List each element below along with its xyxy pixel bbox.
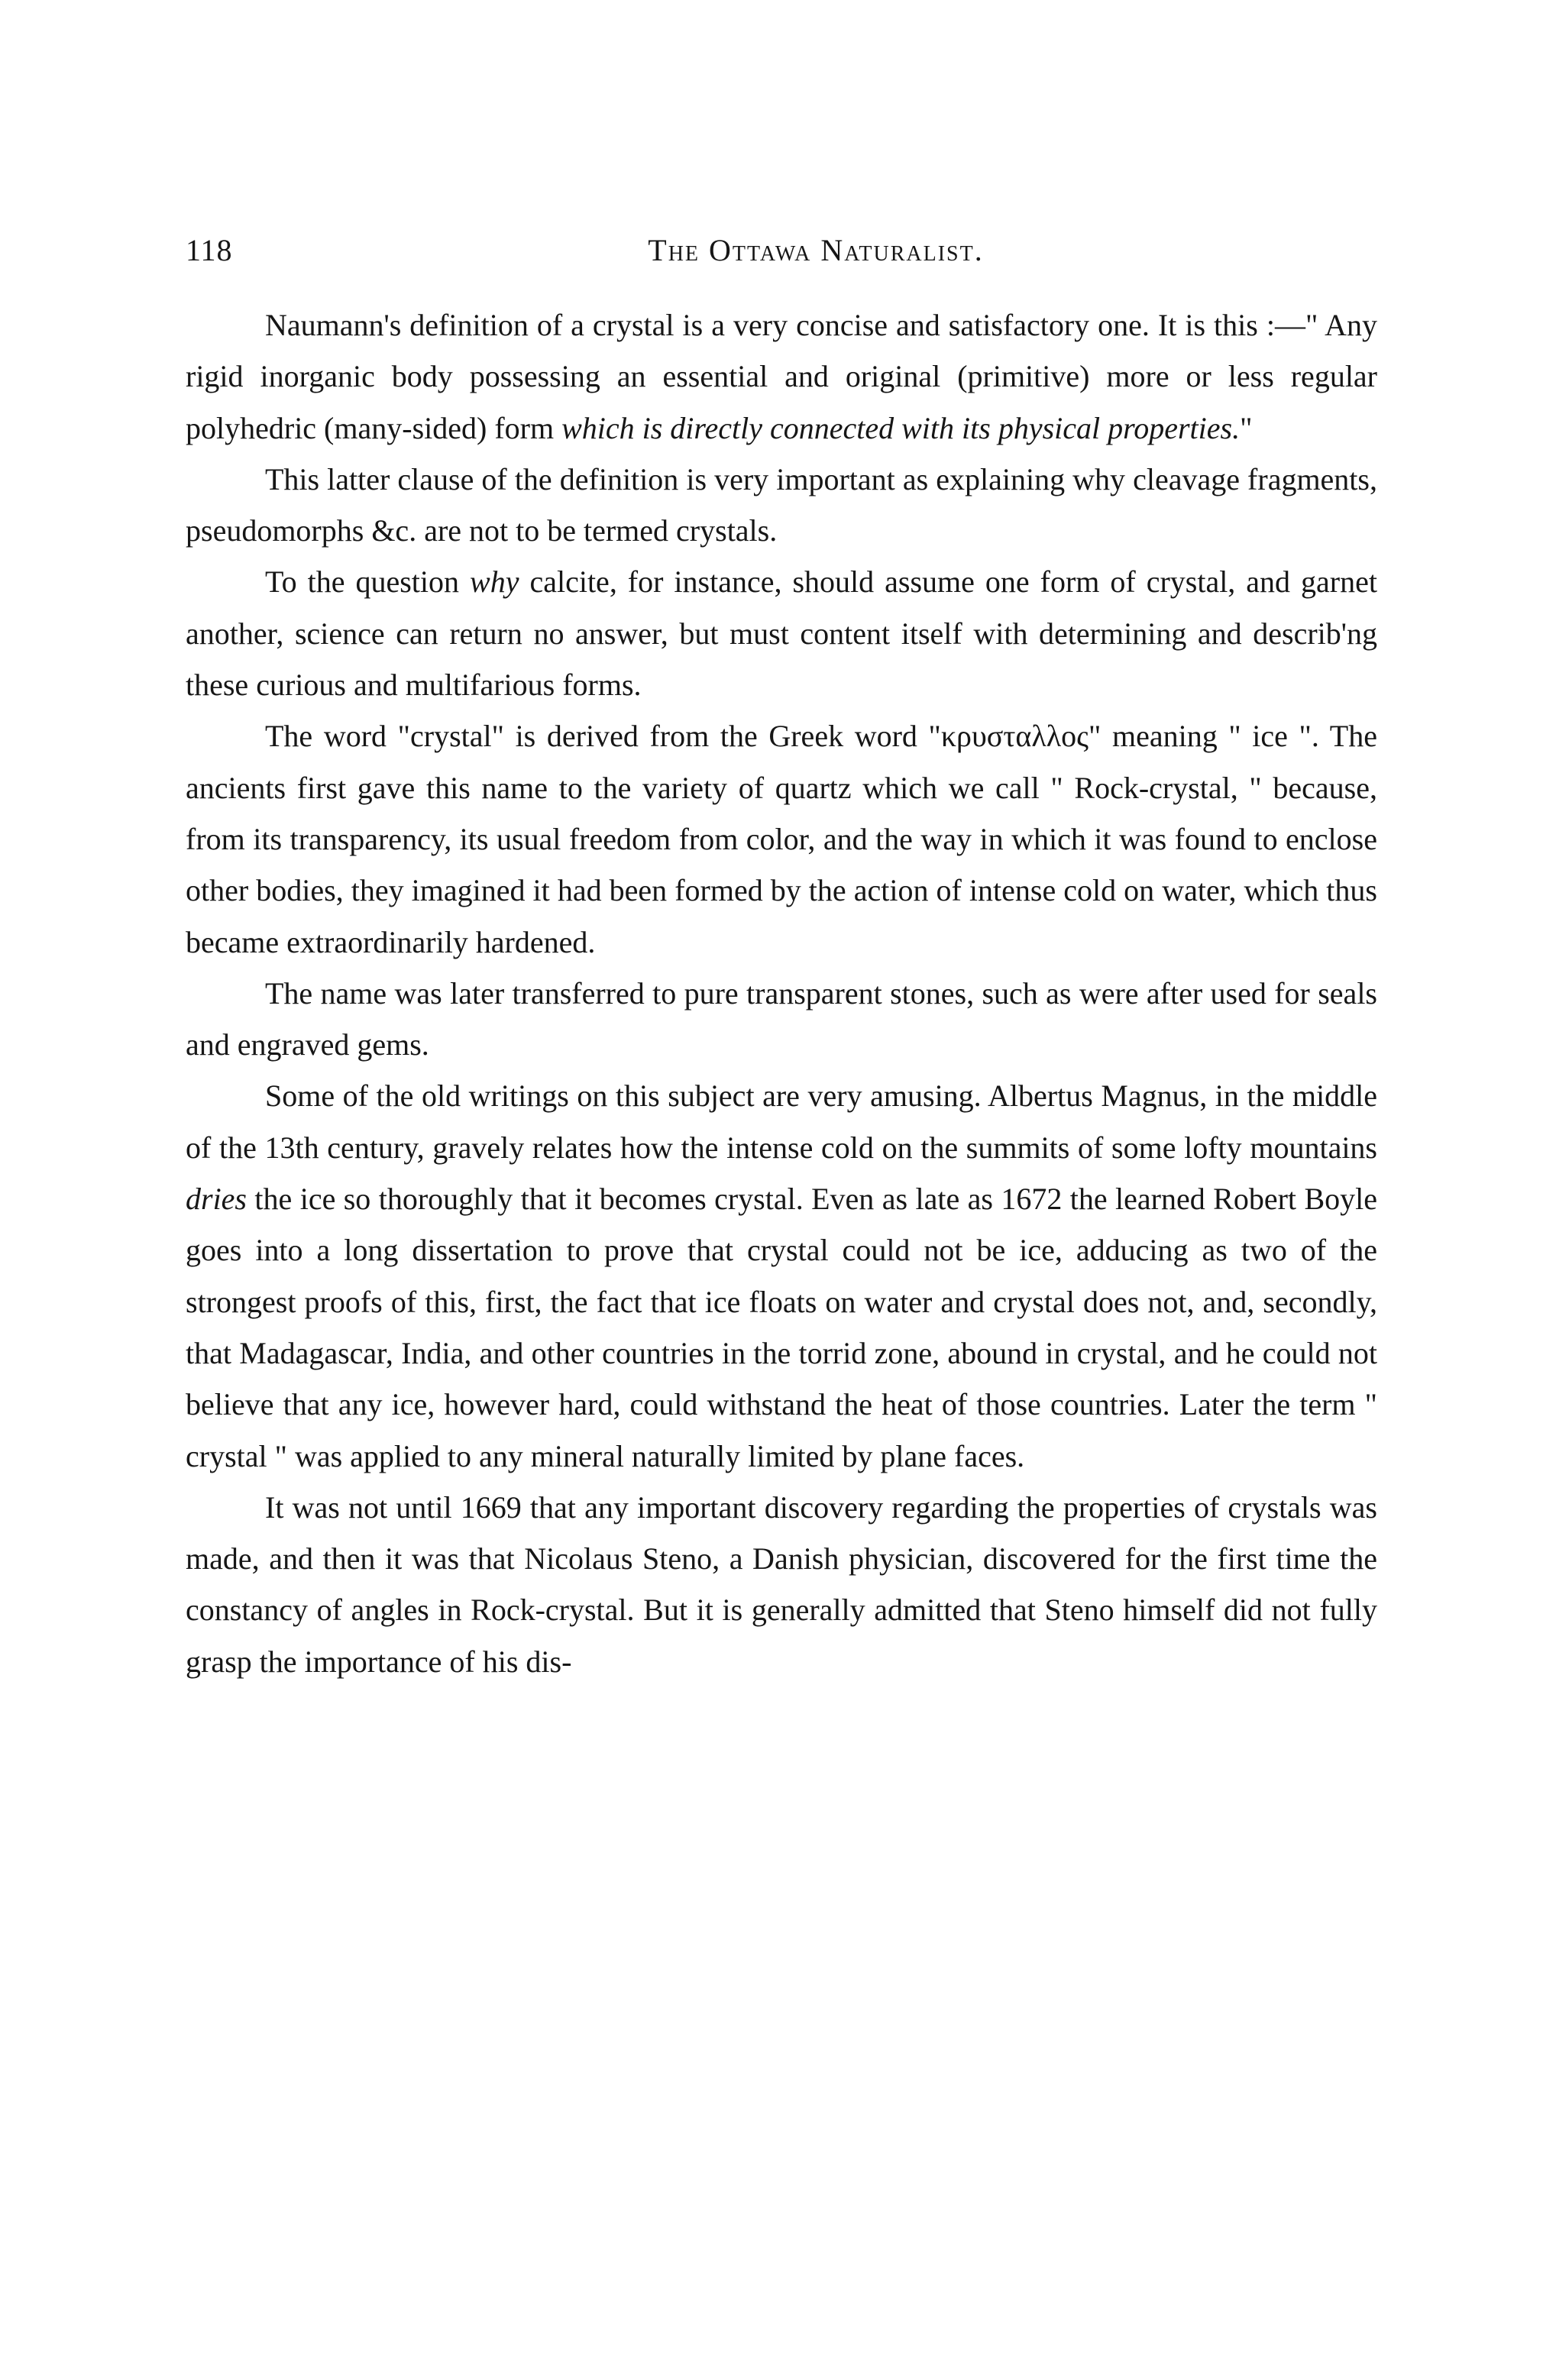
paragraph-text: Naumann's definition of a crystal is a very concise and satisfactory one. It is this :—" Any rigid inorganic body possessing an essential and original (primitive) more or less regular polyhedric (many-sided) form <box>186 308 1377 445</box>
paragraph-text: the ice so thoroughly that it becomes crystal. Even as late as 1672 the learned Robert Boyle goes into a long dissertation to prove that crystal could not be ice, adducing as two of the strongest proofs of this, first, the fact that ice floats on water and crystal does not, and, secondly, that Madagascar, India, and other countries in the torrid zone, abound in crystal, and he could not believe that any ice, however hard, could withstand the heat of those countries. Later the term " crystal " was applied to any mineral naturally limited by plane faces. <box>186 1182 1377 1473</box>
paragraph-calcite-question <box>186 556 1377 710</box>
paragraph-old-writings <box>186 1070 1377 1481</box>
paragraph-latter-clause: This latter clause of the definition is very important as explaining why cleavage fragments, pseudomorphs &c. are not to be termed crystals. <box>186 461 1377 548</box>
paragraph-text: calcite, for instance, should assume one form of crystal, and garnet another, science can return no answer, but must content itself with determining and describ'ng these curious and multifarious forms. <box>186 564 1377 703</box>
body-text <box>186 299 1377 1687</box>
italic-word: dries <box>186 1182 247 1217</box>
paragraph-text: " <box>1240 410 1253 445</box>
italic-phrase: which is directly connected with its physical properties. <box>561 410 1241 445</box>
italic-word: why <box>470 564 519 600</box>
paragraph-naumann-definition <box>186 299 1377 454</box>
paragraph-word-crystal: The word "crystal" is derived from the Greek word "κρυσταλλος" meaning " ice ". The ancients first gave this name to the variety of quartz which we call " Rock-crystal, " because, from its transparency, its usual freedom from color, and the way in which it was found to enclose other bodies, they imagined it had been formed by the action of intense cold on water, which thus became extraordinarily hardened. <box>186 719 1377 959</box>
page-header <box>186 228 1377 273</box>
paragraph-text: To the question <box>265 564 471 600</box>
paragraph-name-transferred: The name was later transferred to pure transparent stones, such as were after used for seals and engraved gems. <box>186 975 1377 1062</box>
paragraph-steno-discovery: It was not until 1669 that any important discovery regarding the properties of crystals was made, and then it was that Nicolaus Steno, a Danish physician, discovered for the first time the constancy of angles in Rock-crystal. But it is generally admitted that Steno himself did not fully grasp the importance of his dis- <box>186 1489 1377 1679</box>
running-title: The Ottawa Naturalist. <box>648 233 984 267</box>
paragraph-text: Some of the old writings on this subject are very amusing. Albertus Magnus, in the middle of the 13th century, gravely relates how the intense cold on the summits of some lofty mountains <box>186 1078 1377 1165</box>
page-number: 118 <box>186 233 233 267</box>
